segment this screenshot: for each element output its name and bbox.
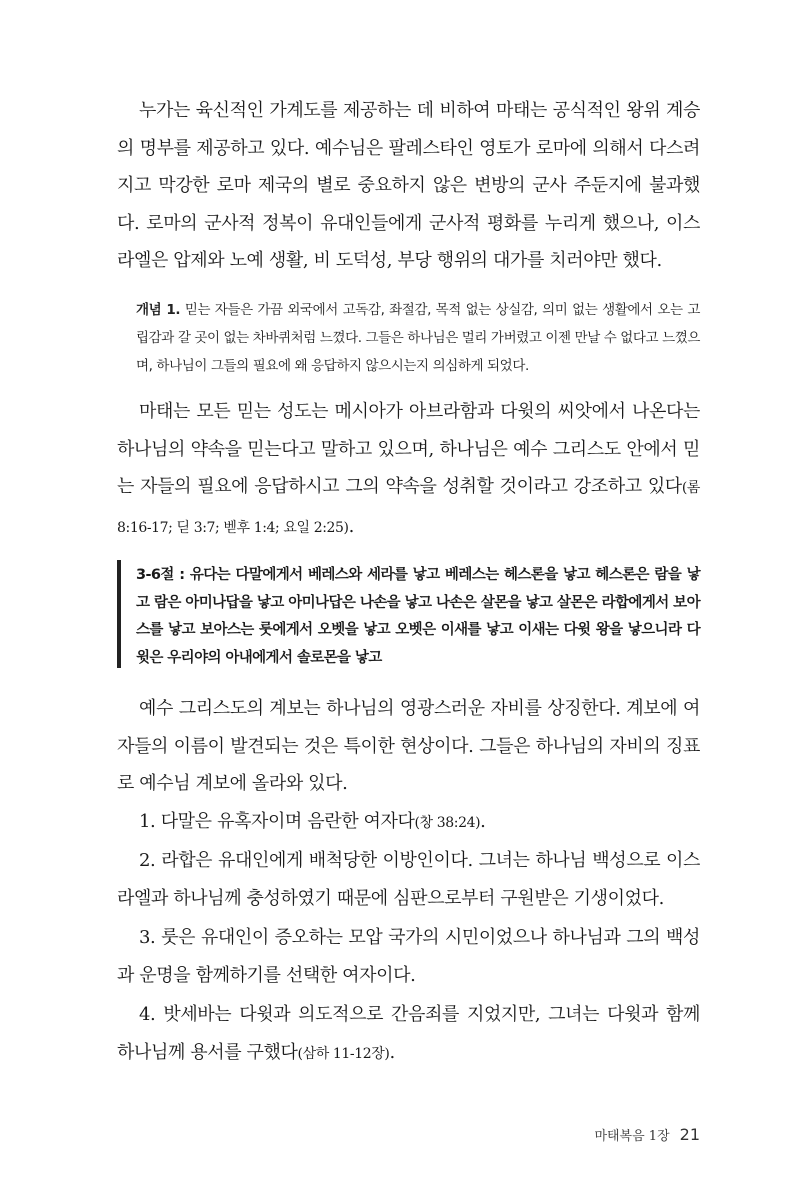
paragraph-2 [117, 393, 700, 547]
paragraph-1-text: 누가는 육신적인 가계도를 제공하는 데 비하여 마태는 공식적인 왕위 계승의 명부를 제공하고 있다. 예수님은 팔레스타인 영토가 로마에 의해서 다스려지고 막강한 로마 제국의 별로 중요하지 않은 변방의 군사 주둔지에 불과했다. 로마의 군사적 정복이 유대인들에게 군사적 평화를 누리게 했으나, 이스라엘은 압제와 노예 생활, 비 도덕성, 부당 행위의 대가를 치러야만 했다. [117, 100, 700, 271]
verse-quote: 3-6절 : 유다는 다말에게서 베레스와 세라를 낳고 베레스는 헤스론을 낳고 헤스론은 람을 낳고 람은 아미나답을 낳고 아미나답은 나손을 낳고 나손은 살몬을 낳고 살몬은 라합에게서 보아스를 낳고 보아스는 룻에게서 오벳을 낳고 오벳은 이새를 낳고 이새는 다윗 왕을 낳으니라 다윗은 우리야의 아내에게서 솔로몬을 낳고 [136, 567, 700, 666]
paragraph-2-text: 마태는 모든 믿는 성도는 메시아가 아브라함과 다윗의 씨앗에서 나온다는 하나님의 약속을 믿는다고 말하고 있으며, 하나님은 예수 그리스도 안에서 믿는 자들의 필요에 응답하시고 그의 약속을 성취할 것이라고 강조하고 있다 [117, 401, 700, 497]
page-footer [594, 1125, 700, 1144]
paragraph-2-body [117, 393, 700, 547]
list-item: 1. 다말은 유혹자이며 음란한 여자다(창 38:24). [139, 810, 486, 832]
paragraph-2-end: . [348, 515, 354, 537]
list-item: 4. 밧세바는 다윗과 의도적으로 간음죄를 지었지만, 그녀는 다윗과 함께 하나님께 용서를 구했다(삼하 11-12장). [117, 1004, 700, 1063]
page-number: 21 [679, 1125, 700, 1144]
paragraph-1 [117, 92, 700, 280]
paragraph-3-text: 예수 그리스도의 계보는 하나님의 영광스러운 자비를 상징한다. 계보에 여자들의 이름이 발견되는 것은 특이한 현상이다. 그들은 하나님의 자비의 징표로 예수님 계보에 올라와 있다. [117, 698, 700, 794]
list-item: 2. 라합은 유대인에게 배척당한 이방인이다. 그녀는 하나님 백성으로 이스라엘과 하나님께 충성하였기 때문에 심판으로부터 구원받은 기생이었다. [117, 850, 700, 909]
paragraph-3 [117, 690, 700, 1073]
paragraph-2-reference: (롬 8:16-17; 딛 3:7; 벧후 1:4; 요일 2:25) [117, 480, 700, 536]
list-item: 3. 룻은 유대인이 증오하는 모압 국가의 시민이었으나 하나님과 그의 백성과 운명을 함께하기를 선택한 여자이다. [117, 927, 700, 986]
concept-box [136, 296, 700, 380]
concept-label: 개념 1. [136, 302, 181, 318]
concept-text: 믿는 자들은 가끔 외국에서 고독감, 좌절감, 목적 없는 상실감, 의미 없는 생활에서 오는 고립감과 갈 곳이 없는 차바퀴처럼 느꼈다. 그들은 하나님은 멀리 가버렸고 이젠 만날 수 없다고 느꼈으며, 하나님이 그들의 필요에 왜 응답하지 않으시는지 의심하게 되었다. [136, 302, 701, 374]
footer-chapter: 마태복음 1장 [594, 1129, 670, 1144]
